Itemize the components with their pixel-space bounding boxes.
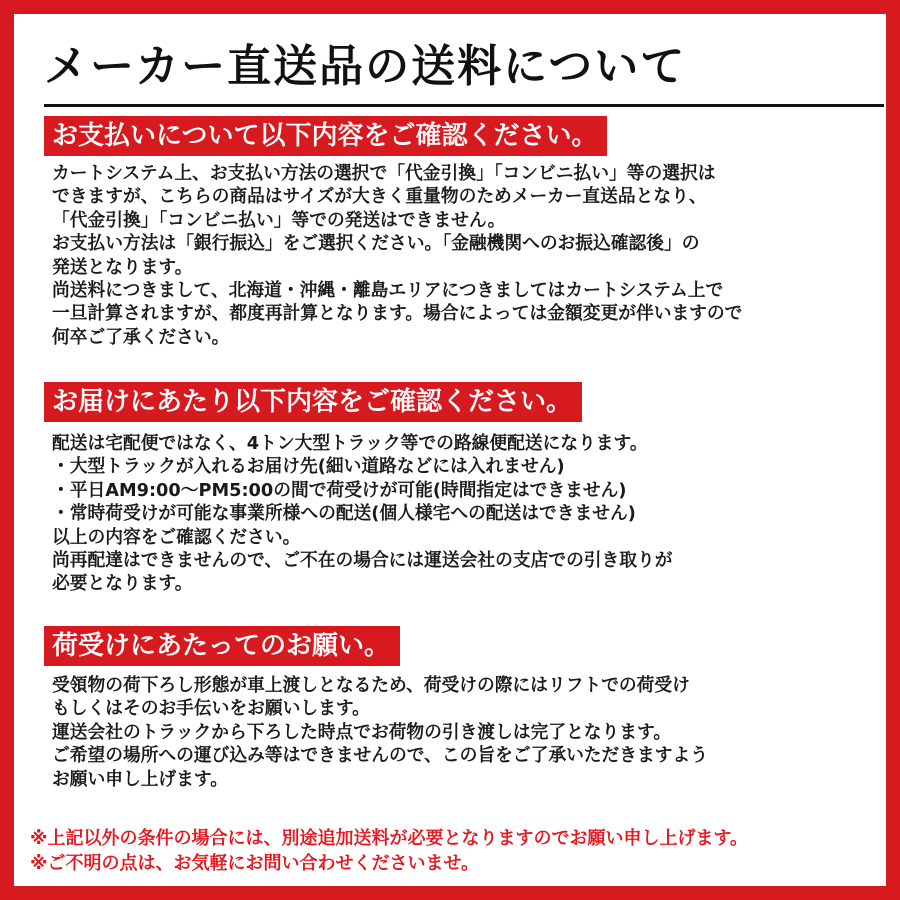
note-line: ※上記以外の条件の場合には、別途追加送料が必要となりますのでお願い申し上げます。	[30, 828, 749, 849]
text-line: ・平日AM9:00〜PM5:00の間で荷受けが可能(時間指定はできません)	[52, 479, 627, 501]
page-title: メーカー直送品の送料について	[44, 41, 687, 92]
text-line: お支払い方法は「銀行振込」をご選択ください。「金融機関へのお振込確認後」の	[52, 233, 700, 255]
section-heading-delivery: お届けにあたり以下内容をご確認ください。	[44, 382, 582, 422]
title-underline	[44, 104, 884, 107]
text-line: 必要となります。	[52, 573, 193, 595]
text-line: ・常時荷受けが可能な事業所様への配送(個人様宅への配送はできません)	[52, 503, 636, 525]
text-line: 配送は宅配便ではなく、4トン大型トラック等での路線便配送になります。	[52, 433, 648, 454]
note-line: ※ご不明の点は、お気軽にお問い合わせくださいませ。	[30, 853, 479, 874]
text-line: 一旦計算されますが、都度再計算となります。場合によっては金額変更が伴いますので	[52, 303, 743, 325]
text-line: 尚送料につきまして、北海道・沖縄・離島エリアにつきましてはカートシステム上で	[52, 280, 724, 302]
text-line: 運送会社のトラックから下ろした時点でお荷物の引き渡しは完了となります。	[52, 721, 672, 743]
notes	[30, 826, 860, 876]
text-line: 尚再配達はできませんので、ご不在の場合には運送会社の支店での引き取りが	[52, 550, 673, 572]
text-line: 何卒ご了承ください。	[52, 326, 230, 348]
text-line: 発送となります。	[52, 256, 193, 278]
text-line: ・大型トラックが入れるお届け先(細い道路などには入れません)	[52, 456, 565, 478]
text-line: 受領物の荷下ろし形態が車上渡しとなるため、荷受けの際にはリフトでの荷受け	[52, 675, 690, 696]
section-body-receiving	[52, 674, 882, 791]
text-line: 「代金引換」「コンビニ払い」等での発送はできません。	[52, 209, 506, 231]
text-line: カートシステム上、お支払い方法の選択で「代金引換」「コンビニ払い」等の選択は	[52, 163, 716, 184]
section-heading-receiving: 荷受けにあたってのお願い。	[44, 626, 400, 666]
text-line: できますが、こちらの商品はサイズが大きく重量物のためメーカー直送品となり、	[52, 186, 707, 208]
section-heading-payment: お支払いについて以下内容をご確認ください。	[44, 116, 607, 156]
text-line: もしくはそのお手伝いをお願いします。	[52, 698, 370, 720]
section-body-delivery	[52, 432, 882, 596]
text-line: ご希望の場所への運び込み等はできませんので、この旨をご了承いただきますよう	[52, 745, 708, 767]
section-body-payment	[52, 162, 882, 349]
text-line: 以上の内容をご確認ください。	[52, 526, 301, 548]
text-line: お願い申し上げます。	[52, 768, 228, 790]
